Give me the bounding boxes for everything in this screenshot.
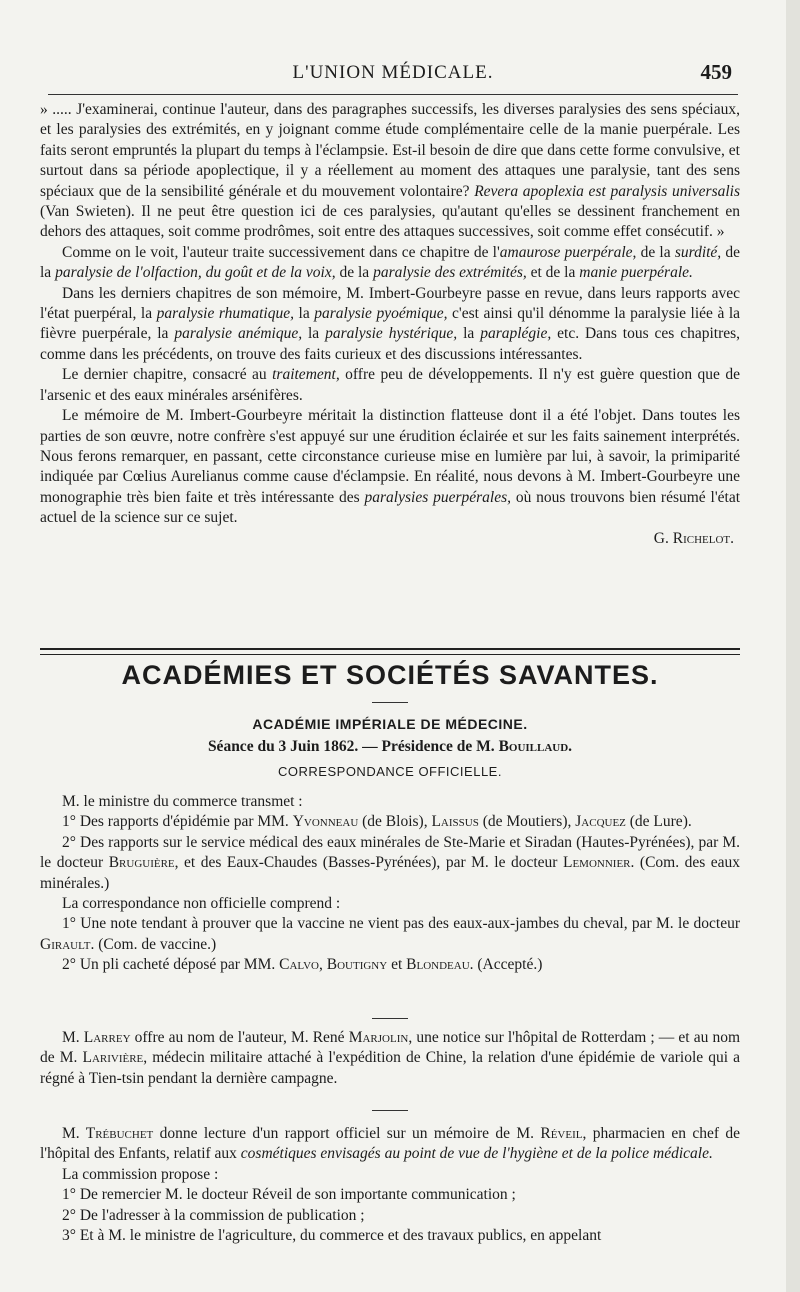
- page-number: 459: [700, 60, 732, 84]
- header-rule: [48, 94, 738, 95]
- larrey-paragraph: M. Larrey offre au nom de l'auteur, M. René Marjolin, une notice sur l'hôpital de Rotterdam ; — et au nom de M. Larivière, médecin militaire attaché à l'expédition de Chine, la relation d'une épidémie de variole qui a régné à Tien-tsin pendant la dernière campagne.: [40, 1029, 741, 1087]
- section-double-rule: [40, 648, 740, 655]
- correspondence-item-2: 2° Des rapports sur le service médical des eaux minérales de Ste-Marie et Siradan (Hautes-Pyrénées), par M. le docteur Bruguière, et des Eaux-Chaudes (Basses-Pyrénées), par M. le docteur Lemonnier. (Com. des eaux minérales.): [40, 833, 741, 892]
- title-rule: [372, 702, 408, 703]
- paragraph-conclusion: Le mémoire de M. Imbert-Gourbeyre méritait la distinction flatteuse dont il a été l'objet. Dans toutes les parties de son œuvre, notre confrère s'est appuyé sur une érudition éclairée et sur les faits sainement interprétés. Nous ferons remarquer, en passant, cette circonstance curieuse mise en lumière par lui, à savoir, la primiparité indiquée par Cœlius Aurelianus comme cause d'éclampsie. En réalité, nous devons à M. Imbert-Gourbeyre une monographie très bien faite et très intéressante des paralysies puerpérales, où nous trouvons bien résumé l'état actuel de la science sur ce sujet.: [40, 407, 741, 527]
- ministry-intro: M. le ministre du commerce transmet :: [62, 793, 303, 810]
- proposal-2: 2° De l'adresser à la commission de publication ;: [62, 1206, 365, 1224]
- correspondence-item-1: 1° Des rapports d'épidémie par MM. Yvonneau (de Blois), Laissus (de Moutiers), Jacquez (de Lure).: [62, 813, 692, 831]
- separator-rule-2: [372, 1110, 408, 1111]
- paragraph-quote: » ..... J'examinerai, continue l'auteur, dans des paragraphes successifs, les diverses paralysies des sens spéciaux, et les paralysies des extrémités, en y joignant comme étude complémentaire celle de la manie puerpérale. Les faits seront empruntés la plupart du temps à l'éclampsie. Est-il besoin de dire que dans cette forme convulsive, et surtout dans sa période apoplectique, il y a réellement au moment des attaques une paralysie, tant des sens spéciaux que de la sensibilité générale et du mouvement volontaire? Revera apoplexia est paralysis universalis (Van Swieten). Il ne peut être question ici de ces paralysies, qu'autant qu'elles se dessinent franchement en dehors des attaques, soit comme prodrômes, soit entre des attaques successives, soit comme effet consécutif. »: [40, 101, 741, 241]
- review-continuation: [40, 100, 740, 549]
- paragraph-treatment: Le dernier chapitre, consacré au traitement, offre peu de développements. Il n'y est guère question que de l'arsenic et des eaux minérales arsénifères.: [40, 366, 741, 404]
- correspondence-title: CORRESPONDANCE OFFICIELLE.: [278, 764, 502, 779]
- correspondence-item-3: 1° Une note tendant à prouver que la vaccine ne vient pas des eaux-aux-jambes du cheval, par M. le docteur Girault. (Com. de vaccine.): [40, 915, 740, 953]
- academy-title: ACADÉMIE IMPÉRIALE DE MÉDECINE.: [252, 716, 528, 732]
- section-title: ACADÉMIES ET SOCIÉTÉS SAVANTES.: [121, 660, 659, 690]
- session-line: Séance du 3 Juin 1862. — Présidence de M. Bouillaud.: [207, 738, 573, 755]
- proposal-1: 1° De remercier M. le docteur Réveil de son importante communication ;: [62, 1186, 516, 1204]
- official-correspondence: [40, 792, 740, 976]
- running-title: L'UNION MÉDICALE.: [292, 62, 494, 83]
- separator-rule-1: [372, 1018, 408, 1019]
- correspondence-item-4: 2° Un pli cacheté déposé par MM. Calvo, Boutigny et Blondeau. (Accepté.): [62, 956, 543, 974]
- trebuchet-paragraph: M. Trébuchet donne lecture d'un rapport officiel sur un mémoire de M. Réveil, pharmacien en chef de l'hôpital des Enfants, relatif aux cosmétiques envisagés au point de vue de l'hygiène et de la police médicale. La commission propose : 1° De remercier M. le docteur Réveil de son importante communication ; 2° De l'adresser à la commission de publication ; 3° Et à M. le ministre de l'agriculture, du commerce et des travaux publics, en appelant: [40, 1124, 740, 1246]
- author-signature: G. Richelot.: [653, 529, 734, 547]
- commission-intro: La commission propose :: [62, 1165, 219, 1183]
- paragraph-chapter-summary: Comme on le voit, l'auteur traite successivement dans ce chapitre de l'amaurose puerpérale, de la surdité, de la paralysie de l'olfaction, du goût et de la voix, de la paralysie des extrémités, et de la manie puerpérale.: [40, 243, 741, 282]
- proposal-3: 3° Et à M. le ministre de l'agriculture, du commerce et des travaux publics, en appelant: [62, 1227, 602, 1245]
- paragraph-last-chapters: Dans les derniers chapitres de son mémoire, M. Imbert-Gourbeyre passe en revue, dans leurs rapports avec l'état puerpéral, la paralysie rhumatique, la paralysie pyoémique, c'est ainsi qu'il dénomme la paralysie liée à la fièvre puerpérale, la paralysie anémique, la paralysie hystérique, la paraplégie, etc. Dans tous ces chapitres, comme dans les précédents, on trouve des faits curieux et des discussions intéressantes.: [40, 284, 741, 363]
- unofficial-intro: La correspondance non officielle comprend :: [62, 895, 341, 913]
- page-header: [48, 58, 738, 92]
